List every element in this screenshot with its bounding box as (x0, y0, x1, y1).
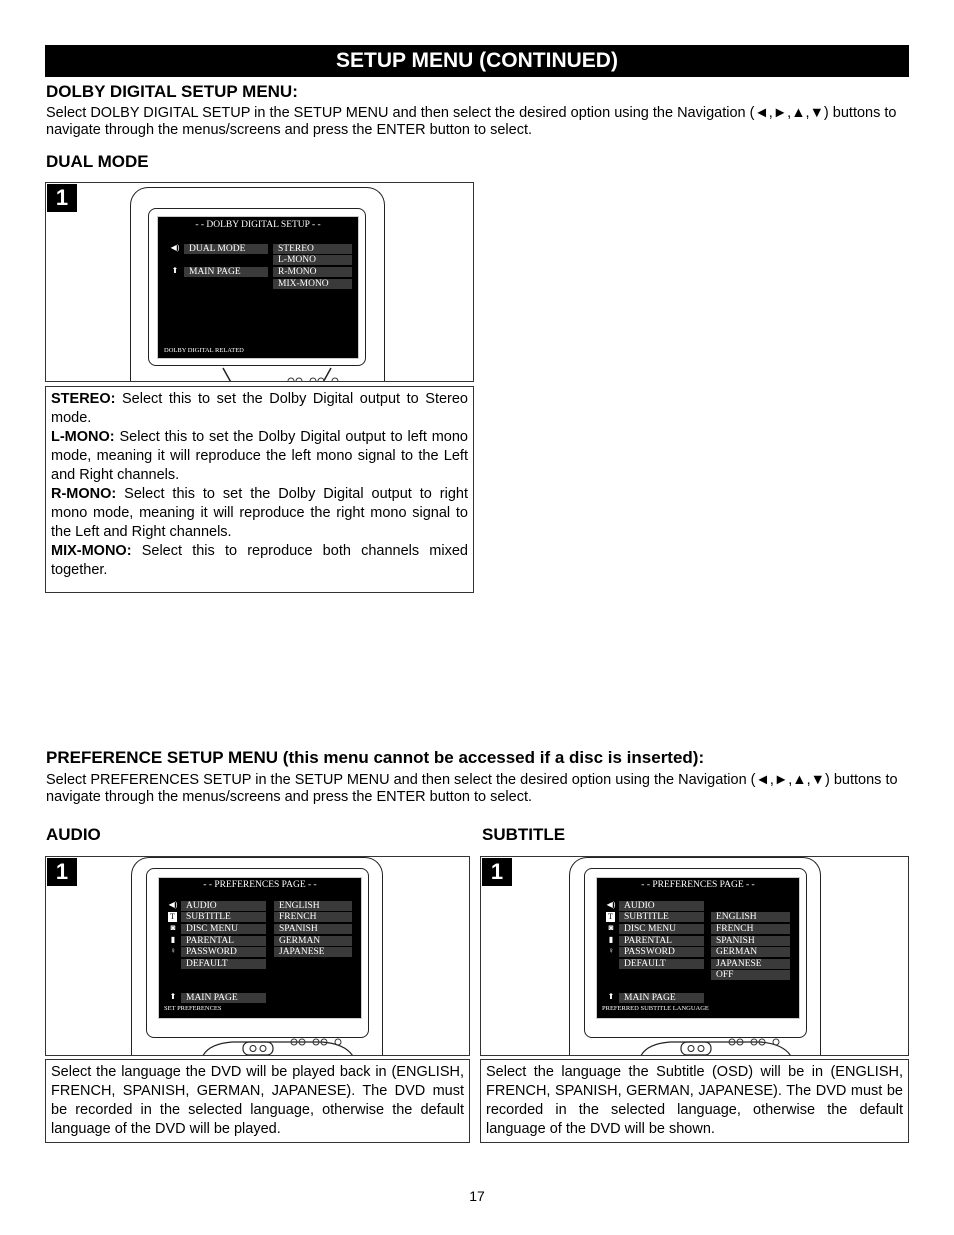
desc-mix-mono: MIX-MONO: Select this to reproduce both channels mixed together. (51, 543, 468, 578)
tv-screen (157, 216, 359, 359)
option-french[interactable]: FRENCH (711, 924, 790, 934)
option-german[interactable]: GERMAN (711, 947, 790, 957)
tv-illustration (569, 857, 821, 1056)
dolby-heading: DOLBY DIGITAL SETUP MENU: (46, 82, 298, 101)
option-french[interactable]: FRENCH (274, 912, 352, 922)
audio-heading: AUDIO (46, 825, 101, 844)
tv-base (132, 1036, 384, 1056)
subtitle-figure-box (480, 856, 909, 1056)
menu-item-main-page[interactable]: MAIN PAGE (184, 267, 268, 277)
dolby-figure-box (45, 182, 474, 382)
step-number: 1 (482, 858, 512, 886)
menu-item-parental[interactable]: PARENTAL (181, 936, 266, 946)
option-english[interactable]: ENGLISH (274, 901, 352, 911)
step-number: 1 (47, 184, 77, 212)
option-japanese[interactable]: JAPANESE (711, 959, 790, 969)
tv-base (570, 1036, 822, 1056)
menu-item-parental[interactable]: PARENTAL (619, 936, 704, 946)
menu-item-main-page[interactable]: MAIN PAGE (619, 993, 704, 1003)
parental-icon: ▮ (170, 935, 176, 944)
menu-item-subtitle[interactable]: SUBTITLE (619, 912, 704, 922)
option-spanish[interactable]: SPANISH (711, 936, 790, 946)
speaker-icon: ◀) (606, 900, 616, 909)
menu-item-subtitle[interactable]: SUBTITLE (181, 912, 266, 922)
screen-footer: SET PREFERENCES (164, 1005, 222, 1012)
screen-footer: PREFERRED SUBTITLE LANGUAGE (602, 1005, 709, 1012)
up-arrow-icon: ⬆ (607, 992, 615, 1001)
speaker-icon: ◀) (170, 243, 180, 252)
desc-stereo: STEREO: Select this to set the Dolby Digital output to Stereo mode. (51, 391, 468, 426)
tv-base (131, 366, 386, 382)
menu-item-disc-menu[interactable]: DISC MENU (619, 924, 704, 934)
dolby-descriptions (45, 386, 474, 593)
screen-title: - - PREFERENCES PAGE - - (203, 880, 317, 890)
key-icon: ♀ (170, 946, 176, 955)
tv-screen (158, 877, 362, 1019)
desc-l-mono: L-MONO: Select this to set the Dolby Digital output to left mono mode, meaning it will reproduce the left mono signal to the Left and Right channels. (51, 429, 468, 483)
menu-item-default[interactable]: DEFAULT (181, 959, 266, 969)
page-number: 17 (469, 1188, 485, 1204)
screen-title: - - PREFERENCES PAGE - - (641, 880, 755, 890)
option-stereo[interactable]: STEREO (273, 244, 352, 254)
tv-screen (596, 877, 800, 1019)
screen-footer: DOLBY DIGITAL RELATED (164, 347, 244, 354)
tv-illustration (131, 857, 383, 1056)
desc-r-mono: R-MONO: Select this to set the Dolby Digital output to right mono mode, meaning it will reproduce the right mono signal to the Left and Right channels. (51, 486, 468, 540)
subtitle-description: Select the language the Subtitle (OSD) will be in (ENGLISH, FRENCH, SPANISH, GERMAN, JAPANESE). The DVD must be recorded in the selected language, otherwise the default language of the DVD will be shown. (480, 1059, 909, 1143)
option-r-mono[interactable]: R-MONO (273, 267, 352, 277)
subtitle-t-icon: T (168, 912, 177, 922)
parental-icon: ▮ (608, 935, 614, 944)
menu-item-default[interactable]: DEFAULT (619, 959, 704, 969)
speaker-icon: ◀) (168, 900, 178, 909)
preference-heading: PREFERENCE SETUP MENU (this menu cannot be accessed if a disc is inserted): (46, 748, 705, 767)
audio-description: Select the language the DVD will be played back in (ENGLISH, FRENCH, SPANISH, GERMAN, JAPANESE). The DVD must be recorded in the selected language, otherwise the default language of the DVD will be played. (45, 1059, 470, 1143)
option-german[interactable]: GERMAN (274, 936, 352, 946)
menu-item-password[interactable]: PASSWORD (619, 947, 704, 957)
menu-item-audio[interactable]: AUDIO (181, 901, 266, 911)
subtitle-heading: SUBTITLE (482, 825, 566, 844)
menu-item-password[interactable]: PASSWORD (181, 947, 266, 957)
key-icon: ♀ (608, 946, 614, 955)
option-l-mono[interactable]: L-MONO (273, 255, 352, 265)
page-banner: SETUP MENU (CONTINUED) (45, 45, 909, 77)
option-mix-mono[interactable]: MIX-MONO (273, 279, 352, 289)
dolby-intro: Select DOLBY DIGITAL SETUP in the SETUP MENU and then select the desired option using the Navigation (◄,►,▲,▼) buttons to navigate through the menus/screens and press the ENTER button to select. (46, 105, 897, 138)
screen-title: - - DOLBY DIGITAL SETUP - - (195, 220, 321, 230)
menu-item-main-page[interactable]: MAIN PAGE (181, 993, 266, 1003)
option-japanese[interactable]: JAPANESE (274, 947, 352, 957)
up-arrow-icon: ⬆ (171, 266, 179, 275)
tv-illustration (130, 187, 385, 382)
subtitle-t-icon: T (606, 912, 615, 922)
disc-icon: ◙ (170, 923, 176, 932)
option-spanish[interactable]: SPANISH (274, 924, 352, 934)
audio-figure-box (45, 856, 470, 1056)
menu-item-dual-mode[interactable]: DUAL MODE (184, 244, 268, 254)
dual-mode-heading: DUAL MODE (46, 152, 149, 171)
option-english[interactable]: ENGLISH (711, 912, 790, 922)
menu-item-audio[interactable]: AUDIO (619, 901, 704, 911)
preference-intro: Select PREFERENCES SETUP in the SETUP MENU and then select the desired option using the Navigation (◄,►,▲,▼) buttons to navigate through the menus/screens and press the ENTER button to select. (46, 772, 898, 805)
up-arrow-icon: ⬆ (169, 992, 177, 1001)
disc-icon: ◙ (608, 923, 614, 932)
menu-item-disc-menu[interactable]: DISC MENU (181, 924, 266, 934)
step-number: 1 (47, 858, 77, 886)
option-off[interactable]: OFF (711, 970, 790, 980)
